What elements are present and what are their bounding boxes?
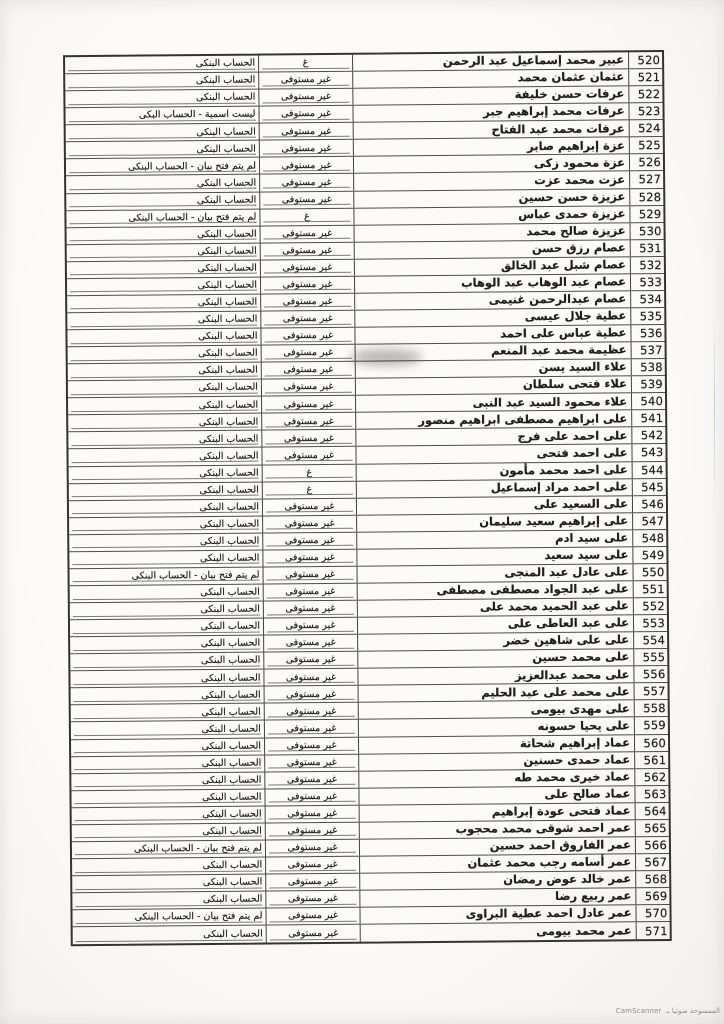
row-number-cell: 527 <box>629 171 663 187</box>
account-cell: الحساب البنكى <box>72 806 265 824</box>
name-cell: عطية عباس على احمد <box>354 325 630 343</box>
name-cell: عرفات حسن خليفة <box>352 86 628 104</box>
account-cell: الحساب البنكى <box>65 73 258 91</box>
status-cell: غير مستوفى <box>263 601 357 618</box>
name-cell: عصام رزق حسن <box>354 240 630 258</box>
status-cell: غير مستوفى <box>260 225 354 242</box>
name-cell: على محمد عبدالعزيز <box>357 667 633 685</box>
row-number-cell: 571 <box>636 922 670 939</box>
status-cell: غير مستوفى <box>261 413 355 430</box>
status-cell: غير مستوفى <box>260 311 354 328</box>
account-cell: الحساب البنكى <box>67 243 260 261</box>
status-cell: غير مستوفى <box>258 72 352 89</box>
status-cell: غير مستوفى <box>258 89 352 106</box>
account-cell: الحساب البنكى <box>69 482 262 500</box>
row-number-cell: 522 <box>628 86 662 102</box>
scan-edge-line-artifact <box>714 315 715 515</box>
row-number-cell: 553 <box>633 615 667 631</box>
status-cell: غير مستوفى <box>260 242 354 259</box>
account-cell: الحساب البنكى <box>68 380 261 398</box>
row-number-cell: 541 <box>631 410 665 426</box>
status-cell: غ <box>262 481 356 498</box>
row-number-cell: 563 <box>634 786 668 802</box>
row-number-cell: 546 <box>632 496 666 512</box>
status-cell: غير مستوفى <box>263 652 357 669</box>
account-cell: الحساب البنكى <box>69 550 262 568</box>
name-cell: على عبد الجواد مصطفى مصطفى <box>357 581 633 599</box>
status-cell: غير مستوفى <box>259 174 353 191</box>
account-cell: الحساب البنكى <box>70 584 263 602</box>
row-number-cell: 548 <box>632 530 666 546</box>
row-number-cell: 561 <box>634 752 668 768</box>
name-cell: على محمد حسين <box>357 649 633 667</box>
row-number-cell: 520 <box>628 52 662 68</box>
name-cell: عماد صالح على <box>358 786 634 804</box>
name-cell: على احمد محمد مأمون <box>356 462 632 480</box>
name-cell: على السعيد على <box>356 496 632 514</box>
account-cell: الحساب البنكى <box>71 738 264 756</box>
account-cell: الحساب البنكى <box>68 414 261 432</box>
name-cell: عمر الفاروق احمد حسين <box>359 837 635 855</box>
row-number-cell: 528 <box>629 189 663 205</box>
name-cell: عبير محمد إسماعيل عبد الرحمن <box>352 52 628 70</box>
account-cell: الحساب البنكى <box>72 857 265 875</box>
name-cell: عزة محمود زكى <box>353 155 629 173</box>
row-number-cell: 567 <box>635 854 669 870</box>
name-cell: على مهدى بيومى <box>358 701 634 719</box>
status-cell: غير مستوفى <box>265 908 359 925</box>
status-cell: غير مستوفى <box>263 618 357 635</box>
account-cell: الحساب البنكى <box>67 226 260 244</box>
account-cell: الحساب البنكى <box>71 789 264 807</box>
row-number-cell: 557 <box>634 683 668 699</box>
name-cell: عثمان عثمان محمد <box>352 69 628 87</box>
status-cell: غير مستوفى <box>262 550 356 567</box>
row-number-cell: 526 <box>629 154 663 170</box>
account-cell: الحساب البنكى <box>66 175 259 193</box>
account-cell: الحساب البنكى <box>71 755 264 773</box>
status-cell: غير مستوفى <box>259 123 353 140</box>
account-cell: الحساب البنكى <box>69 465 262 483</box>
name-cell: على عبد العاطى على <box>357 615 633 633</box>
status-cell: غير مستوفى <box>262 515 356 532</box>
row-number-cell: 551 <box>633 581 667 597</box>
status-cell: غير مستوفى <box>260 328 354 345</box>
name-cell: على على شاهين خضر <box>357 632 633 650</box>
status-cell: غير مستوفى <box>265 840 359 857</box>
account-cell: الحساب البنكى <box>70 636 263 654</box>
account-cell: الحساب البنكى <box>71 704 264 722</box>
name-cell: عصام شبل عبد الخالق <box>354 257 630 275</box>
status-cell: غير مستوفى <box>260 277 354 294</box>
account-cell: الحساب البنكى <box>72 875 265 893</box>
name-cell: عطية جلال عيسى <box>354 308 630 326</box>
name-cell: عصام عبدالرحمن غنيمى <box>354 291 630 309</box>
row-number-cell: 556 <box>633 666 667 682</box>
account-cell: الحساب البنكى <box>67 277 260 295</box>
status-cell: غير مستوفى <box>266 925 360 943</box>
row-number-cell: 532 <box>630 257 664 273</box>
name-cell: على سيد ادم <box>356 530 632 548</box>
name-cell: عرفات محمد عبد الفتاح <box>353 121 629 139</box>
camscanner-brand: CamScanner <box>615 1006 662 1015</box>
name-cell: على محمد على عبد الحليم <box>358 684 634 702</box>
row-number-cell: 570 <box>635 905 669 921</box>
row-number-cell: 525 <box>629 137 663 153</box>
status-cell: غير مستوفى <box>261 379 355 396</box>
watermark-label: الممسوحة ضوئيا بـ <box>665 1006 720 1015</box>
account-cell: لم يتم فتح بيان - الحساب البنكى <box>66 209 259 227</box>
row-number-cell: 550 <box>632 564 666 580</box>
account-cell: الحساب البنكى <box>71 721 264 739</box>
account-cell: الحساب البنكى <box>67 260 260 278</box>
account-cell: الحساب البنكى <box>69 499 262 517</box>
account-cell: لم يتم فتح بيان - الحساب البنكى <box>72 909 265 927</box>
status-cell: غير مستوفى <box>264 703 358 720</box>
status-cell: غير مستوفى <box>263 635 357 652</box>
row-number-cell: 524 <box>629 120 663 136</box>
account-cell: الحساب البنكى <box>67 294 260 312</box>
name-cell: علاء السيد يسن <box>355 359 631 377</box>
account-cell: لم يتم فتح بيان - الحساب البنكى <box>66 158 259 176</box>
status-cell: غير مستوفى <box>259 157 353 174</box>
account-cell: الحساب البنكى <box>70 619 263 637</box>
account-cell: الحساب البنكى <box>68 431 261 449</box>
camscanner-watermark <box>616 1007 720 1015</box>
scan-table <box>63 50 672 946</box>
account-cell: الحساب البنكى <box>71 687 264 705</box>
name-cell: عمر أسامه رجب محمد عثمان <box>359 854 635 872</box>
name-cell: عزة إبراهيم صابر <box>353 138 629 156</box>
status-cell: غير مستوفى <box>264 771 358 788</box>
status-cell: غير مستوفى <box>265 891 359 908</box>
name-cell: عماد فتحى عودة إبراهيم <box>359 803 635 821</box>
row-number-cell: 568 <box>635 871 669 887</box>
row-number-cell: 543 <box>631 444 665 460</box>
row-number-cell: 540 <box>631 393 665 409</box>
status-cell: غير مستوفى <box>262 532 356 549</box>
row-number-cell: 535 <box>630 308 664 324</box>
row-number-cell: 549 <box>632 547 666 563</box>
status-cell: غير مستوفى <box>261 396 355 413</box>
name-cell: على احمد مراد إسماعيل <box>356 479 632 497</box>
name-cell: عماد إبراهيم شحاتة <box>358 735 634 753</box>
status-cell: غير مستوفى <box>263 669 357 686</box>
status-cell: غير مستوفى <box>260 294 354 311</box>
status-cell: غير مستوفى <box>261 430 355 447</box>
row-number-cell: 542 <box>631 427 665 443</box>
status-cell: غير مستوفى <box>264 754 358 771</box>
status-cell: غير مستوفى <box>264 737 358 754</box>
account-cell: الحساب البنكى <box>68 397 261 415</box>
account-cell: الحساب البنكى <box>66 192 259 210</box>
row-number-cell: 554 <box>633 632 667 648</box>
status-cell: غير مستوفى <box>259 140 353 157</box>
status-cell: غ <box>258 55 352 72</box>
account-cell: الحساب البنكى <box>72 823 265 841</box>
account-cell: الحساب البنكى <box>68 346 261 364</box>
status-cell: غير مستوفى <box>259 191 353 208</box>
name-cell: عمر خالد عوض رمضان <box>359 871 635 889</box>
account-cell: الحساب البنكى <box>68 448 261 466</box>
row-number-cell: 565 <box>635 820 669 836</box>
name-cell: عماد خيرى محمد طه <box>358 769 634 787</box>
name-cell: عزيزة صالح محمد <box>354 223 630 241</box>
name-cell: على عبد الحميد محمد على <box>357 598 633 616</box>
status-cell: غير مستوفى <box>264 686 358 703</box>
row-number-cell: 558 <box>634 700 668 716</box>
row-number-cell: 552 <box>633 598 667 614</box>
account-cell: ليست اسمية - الحساب البكى <box>65 107 258 125</box>
name-cell: عمر احمد شوقى محمد محجوب <box>359 820 635 838</box>
status-cell: غير مستوفى <box>264 788 358 805</box>
row-number-cell: 559 <box>634 717 668 733</box>
account-cell: الحساب البنكى <box>71 772 264 790</box>
account-cell: الحساب البنكى <box>69 533 262 551</box>
account-cell: الحساب البنكى <box>73 926 266 945</box>
name-cell: على يحيا حسونه <box>358 718 634 736</box>
name-cell: علاء محمود السيد عبد النبى <box>355 394 631 412</box>
account-cell: الحساب البنكى <box>70 653 263 671</box>
name-cell: على سيد سعيد <box>356 547 632 565</box>
status-cell: غير مستوفى <box>265 823 359 840</box>
name-cell: على عادل عبد المنجى <box>356 564 632 582</box>
account-cell: الحساب البنكى <box>65 90 258 108</box>
account-cell: لم يتم فتح بيان - الحساب البنكى <box>72 840 265 858</box>
row-number-cell: 539 <box>631 376 665 392</box>
status-cell: غير مستوفى <box>262 498 356 515</box>
status-cell: غير مستوفى <box>258 106 352 123</box>
status-cell: غير مستوفى <box>260 259 354 276</box>
account-cell: الحساب البنكى <box>69 516 262 534</box>
row-number-cell: 538 <box>631 359 665 375</box>
status-cell: غ <box>259 208 353 225</box>
account-cell: الحساب البنكى <box>66 141 259 159</box>
name-cell: على ابراهيم مصطفى ابراهيم منصور <box>355 411 631 429</box>
status-cell: غير مستوفى <box>261 447 355 464</box>
account-cell: الحساب البنكى <box>70 670 263 688</box>
name-cell: عزيزة حسن حسين <box>353 189 629 207</box>
account-cell: الحساب البنكى <box>67 311 260 329</box>
status-cell: غير مستوفى <box>264 720 358 737</box>
name-cell: عزيزة حمدى عباس <box>353 206 629 224</box>
status-cell: غير مستوفى <box>261 345 355 362</box>
row-number-cell: 536 <box>630 325 664 341</box>
name-cell: على احمد على فرج <box>355 428 631 446</box>
row-number-cell: 544 <box>632 462 666 478</box>
name-cell: عزت محمد عزت <box>353 172 629 190</box>
row-number-cell: 547 <box>632 513 666 529</box>
row-number-cell: 569 <box>635 888 669 904</box>
row-number-cell: 564 <box>635 803 669 819</box>
name-cell: عصام عبد الوهاب عبد الوهاب <box>354 274 630 292</box>
row-number-cell: 521 <box>628 69 662 85</box>
row-number-cell: 523 <box>628 103 662 119</box>
name-cell: على احمد فتحى <box>355 445 631 463</box>
account-cell: لم يتم فتح بيان - الحساب البنكى <box>70 567 263 585</box>
account-cell: الحساب البنكى <box>65 56 258 74</box>
row-number-cell: 529 <box>629 206 663 222</box>
account-cell: الحساب البنكى <box>66 124 259 142</box>
name-cell: عمر عادل احمد عطية البراوى <box>359 905 635 923</box>
name-cell: عرفات محمد إبراهيم جبر <box>352 103 628 121</box>
row-number-cell: 534 <box>630 291 664 307</box>
name-cell: عماد حمدى حسنين <box>358 752 634 770</box>
name-cell: على إبراهيم سعيد سليمان <box>356 513 632 531</box>
row-number-cell: 530 <box>630 223 664 239</box>
row-number-cell: 531 <box>630 240 664 256</box>
status-cell: غير مستوفى <box>261 362 355 379</box>
status-cell: غ <box>262 464 356 481</box>
account-cell: الحساب البنكى <box>68 363 261 381</box>
row-number-cell: 560 <box>634 734 668 750</box>
name-cell: عمر ربيع رضا <box>359 888 635 906</box>
status-cell: غير مستوفى <box>265 805 359 822</box>
row-number-cell: 566 <box>635 837 669 853</box>
row-number-cell: 555 <box>633 649 667 665</box>
name-cell: عمر محمد بيومى <box>360 922 636 941</box>
name-cell: عظيمة محمد عبد المنعم <box>355 342 631 360</box>
account-cell: الحساب البنكى <box>72 892 265 910</box>
row-number-cell: 562 <box>634 769 668 785</box>
row-number-cell: 545 <box>632 479 666 495</box>
name-cell: علاء فتحى سلطان <box>355 376 631 394</box>
account-cell: الحساب البنكى <box>67 329 260 347</box>
status-cell: غير مستوفى <box>265 857 359 874</box>
status-cell: غير مستوفى <box>265 874 359 891</box>
row-number-cell: 537 <box>631 342 665 358</box>
account-cell: الحساب البنكى <box>70 602 263 620</box>
row-number-cell: 533 <box>630 274 664 290</box>
status-cell: غير مستوفى <box>263 584 357 601</box>
status-cell: غير مستوفى <box>262 567 356 584</box>
